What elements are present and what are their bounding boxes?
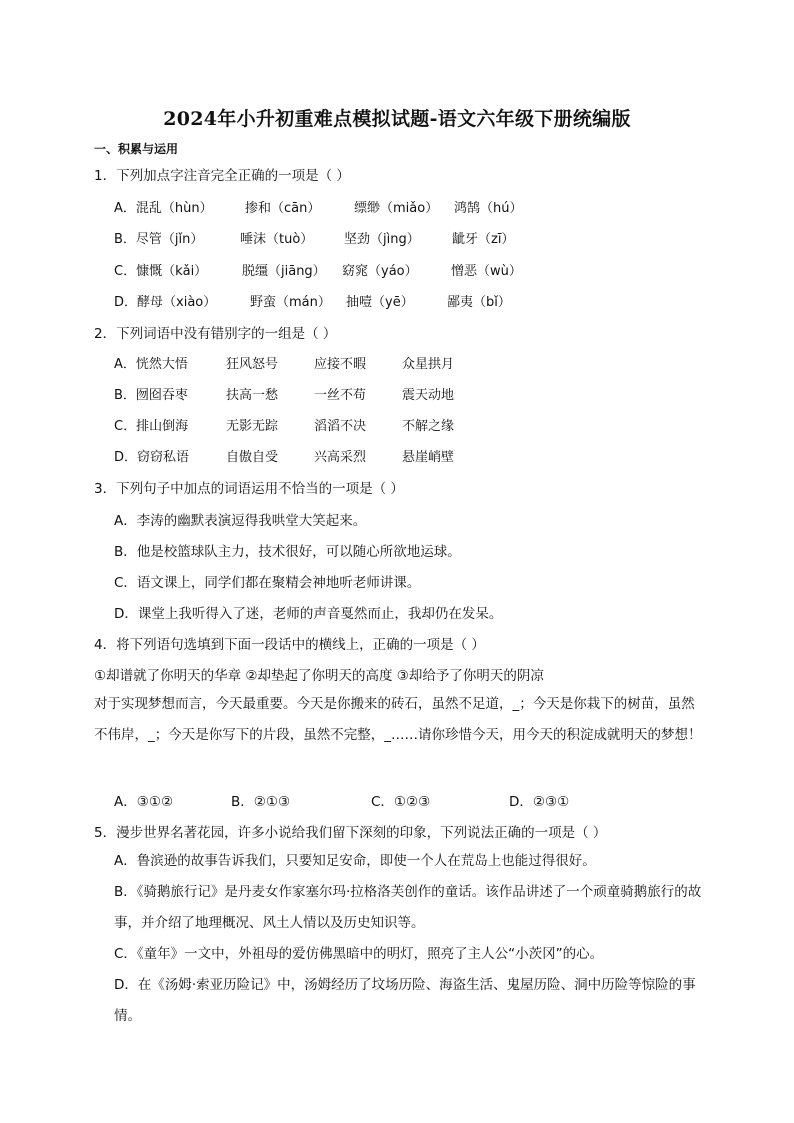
q1-option-a-4: 鸿鹄（hú） <box>454 201 523 216</box>
q1-option-b-1: B．尽管（jǐn） <box>114 232 204 247</box>
q3-option-b: B．他是校篮球队主力，技术很好，可以随心所欲地运球。 <box>114 544 461 560</box>
q1-option-b-2: 唾沫（tuò） <box>240 232 314 247</box>
q5-option-b: B．《骑鹅旅行记》是丹麦女作家塞尔玛·拉格洛芙创作的童话。该作品讲述了一个顽童骑鹅旅行的故事，并介绍了地理概况、风土人情以及历史知识等。 <box>114 884 702 931</box>
q4-choices: ①却谱就了你明天的华章 ②却垫起了你明天的高度 ③却给予了你明天的阴凉 <box>94 668 544 684</box>
q2-option-c-2: 无影无踪 <box>226 419 279 434</box>
q1-option-c-2: 脱缰（jiāng） <box>242 264 326 279</box>
q1-option-a-3: 缥缈（miǎo） <box>354 201 439 216</box>
question-2-stem: 2．下列词语中没有错别字的一组是（ ） <box>94 326 337 342</box>
q4-answer-b: B．②①③ <box>231 794 291 810</box>
q2-option-a-2: 狂风怒号 <box>226 357 279 372</box>
section-heading: 一、积累与运用 <box>94 142 179 156</box>
q1-option-c-1: C．慷慨（kǎi） <box>114 264 208 279</box>
q1-option-c-3: 窈窕（yáo） <box>342 264 418 279</box>
q1-option-d-4: 鄙夷（bǐ） <box>447 295 511 310</box>
question-1-stem: 1．下列加点字注音完全正确的一项是（ ） <box>94 168 350 184</box>
q2-option-c-3: 滔滔不决 <box>314 419 367 434</box>
q1-option-c-4: 憎恶（wù） <box>451 264 522 279</box>
q4-answer-c: C．①②③ <box>371 794 431 810</box>
q2-option-a-4: 众星拱月 <box>402 357 455 372</box>
q5-option-c: C．《童年》一文中，外祖母的爱仿佛黑暗中的明灯，照亮了主人公“小茨冈”的心。 <box>114 946 604 962</box>
q4-answer-d: D．②③① <box>509 794 570 810</box>
q5-option-d: D．在《汤姆·索亚历险记》中，汤姆经历了坟场历险、海盗生活、鬼屋历险、洞中历险等惊险的事情。 <box>114 977 696 1024</box>
q2-option-b-3: 一丝不苟 <box>314 388 367 403</box>
q2-option-d-3: 兴高采烈 <box>314 450 367 465</box>
q2-option-a-3: 应接不暇 <box>314 357 367 372</box>
q2-option-d-1: D．窃窃私语 <box>114 450 190 465</box>
q2-option-c-1: C．排山倒海 <box>114 419 189 434</box>
q2-option-d-2: 自傲自受 <box>226 450 279 465</box>
q1-option-d-3: 抽噎（yē） <box>346 295 414 310</box>
q2-option-a-1: A．恍然大悟 <box>114 357 188 372</box>
q1-option-a-1: A．混乱（hùn） <box>114 201 213 216</box>
q2-option-b-2: 扶高一愁 <box>226 388 279 403</box>
q5-option-a: A．鲁滨逊的故事告诉我们，只要知足安命，即使一个人在荒岛上也能过得很好。 <box>114 853 596 869</box>
q2-option-d-4: 悬崖峭壁 <box>402 450 455 465</box>
question-3-stem: 3．下列句子中加点的词语运用不恰当的一项是（ ） <box>94 481 404 497</box>
q2-option-b-4: 震天动地 <box>402 388 455 403</box>
q2-option-c-4: 不解之缘 <box>402 419 455 434</box>
page-title: 2024年小升初重难点模拟试题-语文六年级下册统编版 <box>163 108 631 130</box>
q1-option-d-1: D．酵母（xiào） <box>114 295 217 310</box>
q1-option-d-2: 野蛮（mán） <box>250 295 331 310</box>
q2-option-b-1: B．囫囵吞枣 <box>114 388 188 403</box>
question-4-stem: 4．将下列语句选填到下面一段话中的横线上，正确的一项是（ ） <box>94 637 485 653</box>
q3-option-a: A．李涛的幽默表演逗得我哄堂大笑起来。 <box>114 513 367 529</box>
q3-option-c: C．语文课上，同学们都在聚精会神地听老师讲课。 <box>114 575 421 591</box>
q1-option-b-4: 龇牙（zī） <box>452 232 515 247</box>
q4-passage: 对于实现梦想而言，今天最重要。今天是你搬来的砖石，虽然不足道，_；今天是你栽下的树苗，虽然不伟岸，_；今天是你写下的片段，虽然不完整，_……请你珍惜今天，用今天的积淀成就明天的梦想！ <box>94 696 702 743</box>
q3-option-d: D．课堂上我听得入了迷，老师的声音戛然而止，我却仍在发呆。 <box>114 606 503 622</box>
q4-answer-a: A．③①② <box>114 794 174 810</box>
question-5-stem: 5．漫步世界名著花园，许多小说给我们留下深刻的印象，下列说法正确的一项是（ ） <box>94 825 607 841</box>
q1-option-b-3: 坚劲（jìng） <box>344 232 420 247</box>
q1-option-a-2: 掺和（cān） <box>245 201 321 216</box>
